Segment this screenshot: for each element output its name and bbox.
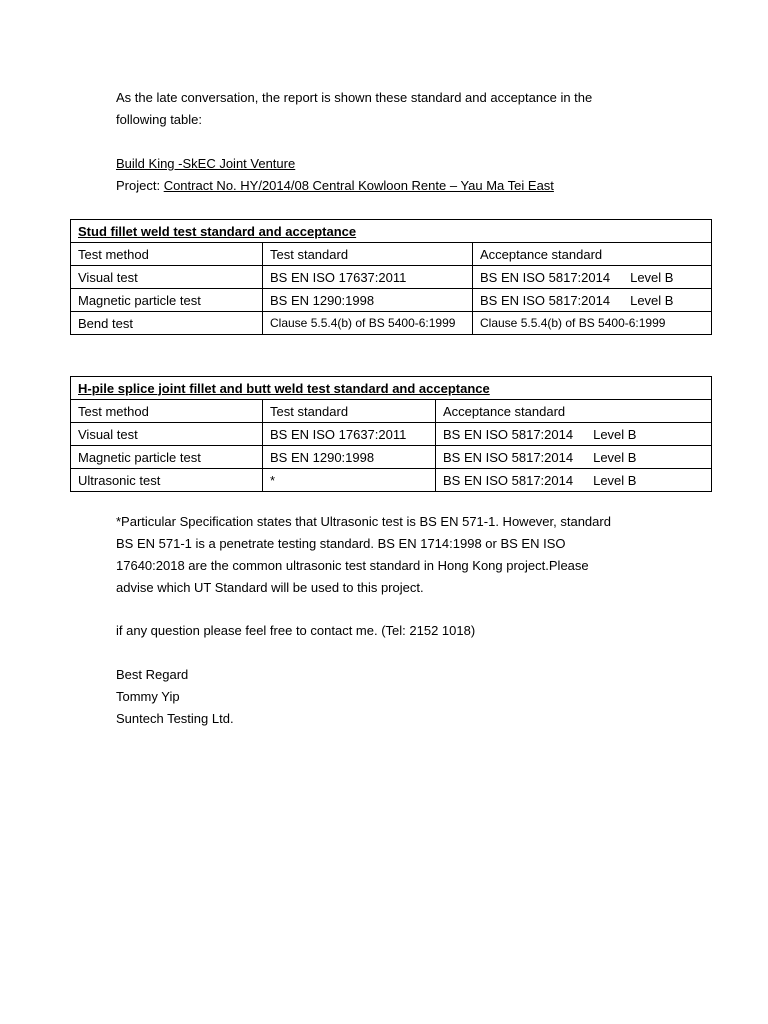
table-row: [71, 446, 712, 469]
acceptance-level: Level B: [630, 269, 674, 285]
test-method-cell: Visual test: [71, 423, 263, 446]
table-row: [71, 469, 712, 492]
note-line: advise which UT Standard will be used to this project.: [116, 580, 424, 595]
acceptance-standard: BS EN ISO 5817:2014: [443, 472, 574, 488]
intro-line: following table:: [116, 112, 202, 127]
column-header: Test standard: [263, 243, 473, 266]
test-standard-cell: BS EN 1290:1998: [263, 446, 436, 469]
table-title: Stud fillet weld test standard and acceptance: [71, 220, 712, 243]
project-label: Project:: [116, 178, 164, 193]
addressee-block: [116, 153, 676, 197]
note-line: *Particular Specification states that Ultrasonic test is BS EN 571-1. However, standard: [116, 514, 611, 529]
intro-line: As the late conversation, the report is shown these standard and acceptance in the: [116, 90, 593, 105]
acceptance-cell: [436, 469, 712, 492]
table-row: [71, 312, 712, 335]
test-method-cell: Ultrasonic test: [71, 469, 263, 492]
table-title-row: [71, 377, 712, 400]
table-row: [71, 266, 712, 289]
test-standard-cell: Clause 5.5.4(b) of BS 5400-6:1999: [263, 312, 473, 335]
test-standard-cell: *: [263, 469, 436, 492]
column-header: Acceptance standard: [436, 400, 712, 423]
h-pile-weld-table: [70, 376, 712, 492]
acceptance-cell: Clause 5.5.4(b) of BS 5400-6:1999: [473, 312, 712, 335]
intro-paragraph: [116, 87, 676, 131]
column-header: Test method: [71, 400, 263, 423]
acceptance-cell: [473, 266, 712, 289]
stud-weld-table: [70, 219, 712, 335]
project-value: Contract No. HY/2014/08 Central Kowloon Rente – Yau Ma Tei East: [163, 178, 554, 193]
column-header: Test method: [71, 243, 263, 266]
note-line: BS EN 571-1 is a penetrate testing standard. BS EN 1714:1998 or BS EN ISO: [116, 536, 566, 551]
test-standard-cell: BS EN ISO 17637:2011: [263, 266, 473, 289]
table-row: [71, 423, 712, 446]
acceptance-standard: BS EN ISO 5817:2014: [480, 292, 611, 308]
table-title-row: [71, 220, 712, 243]
signature-block: [116, 664, 676, 730]
note-line: 17640:2018 are the common ultrasonic test standard in Hong Kong project.Please: [116, 558, 589, 573]
acceptance-cell: [436, 423, 712, 446]
signer-name: Tommy Yip: [116, 689, 180, 704]
test-method-cell: Visual test: [71, 266, 263, 289]
test-method-cell: Bend test: [71, 312, 263, 335]
signer-company: Suntech Testing Ltd.: [116, 711, 234, 726]
acceptance-cell: [436, 446, 712, 469]
ultrasonic-note: [116, 511, 676, 599]
test-standard-cell: BS EN 1290:1998: [263, 289, 473, 312]
table-header-row: [71, 243, 712, 266]
table-row: [71, 289, 712, 312]
contact-line: if any question please feel free to contact me. (Tel: 2152 1018): [116, 623, 476, 638]
column-header: Test standard: [263, 400, 436, 423]
project-line: [116, 175, 676, 197]
acceptance-level: Level B: [593, 472, 637, 488]
acceptance-cell: [473, 289, 712, 312]
table-title: H-pile splice joint fillet and butt weld test standard and acceptance: [71, 377, 712, 400]
test-method-cell: Magnetic particle test: [71, 289, 263, 312]
acceptance-level: Level B: [593, 449, 637, 465]
closing: Best Regard: [116, 667, 189, 682]
column-header: Acceptance standard: [473, 243, 712, 266]
company-name: Build King -SkEC Joint Venture: [116, 156, 296, 171]
table-header-row: [71, 400, 712, 423]
acceptance-level: Level B: [630, 292, 674, 308]
acceptance-level: Level B: [593, 426, 637, 442]
acceptance-standard: BS EN ISO 5817:2014: [480, 269, 611, 285]
test-method-cell: Magnetic particle test: [71, 446, 263, 469]
acceptance-standard: BS EN ISO 5817:2014: [443, 426, 574, 442]
acceptance-standard: BS EN ISO 5817:2014: [443, 449, 574, 465]
test-standard-cell: BS EN ISO 17637:2011: [263, 423, 436, 446]
